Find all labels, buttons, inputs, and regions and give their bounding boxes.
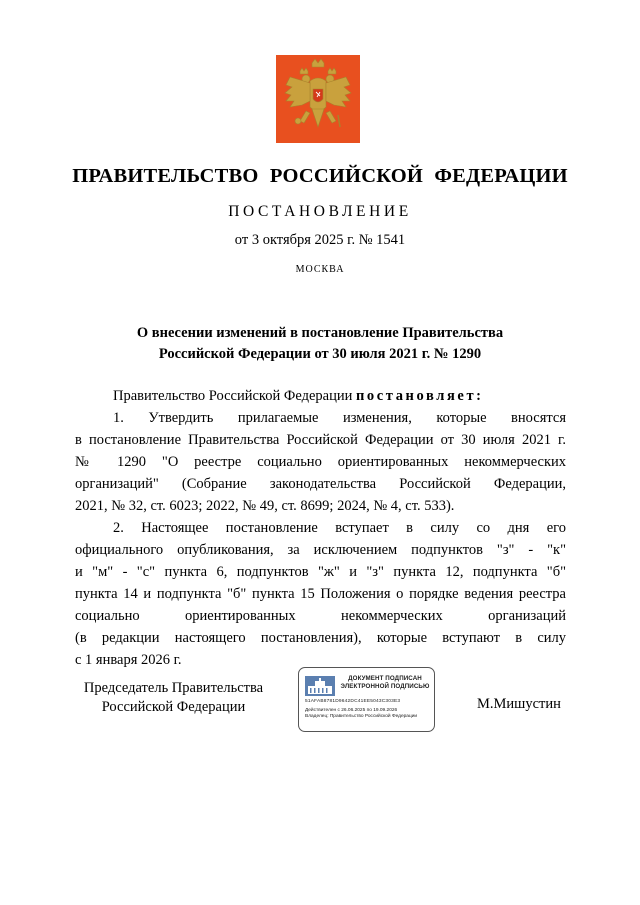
paragraph-line: социально ориентированных некоммерческих организаций [75, 608, 566, 624]
paragraph-line: организаций" (Собрание законодательства Российской Федерации, [75, 476, 566, 492]
coat-of-arms-emblem [276, 55, 360, 143]
paragraph-line: (в редакции настоящего постановления), которые вступают в силу [75, 630, 566, 646]
paragraph-line: официального опубликования, за исключением подпунктов "з" - "к" [75, 542, 566, 558]
document-type: ПОСТАНОВЛЕНИЕ [228, 203, 412, 220]
paragraph-line: в постановление Правительства Российской Федерации от 30 июля 2021 г. [75, 432, 566, 448]
paragraph-1 [75, 407, 566, 517]
paragraph-line: пункта 14 и подпункта "б" пункта 15 Положения о порядке ведения реестра [75, 586, 566, 602]
document-body [75, 385, 566, 671]
stamp-header-line: ДОКУМЕНТ ПОДПИСАН [348, 675, 422, 682]
certificate-serial: 51AFAB8781D9642DC41EE5043C303E3 [305, 699, 401, 704]
signer-position [76, 679, 271, 717]
paragraph-line: 2. Настоящее постановление вступает в силу со дня его [113, 520, 566, 536]
certificate-owner: Владелец: Правительство Российской Федерации [305, 714, 418, 719]
resolution-verb: постановляет: [355, 388, 484, 404]
subject-line: О внесении изменений в постановление Правительства [136, 325, 504, 341]
signer-name: М.Мишустин [477, 696, 561, 712]
government-title: ПРАВИТЕЛЬСТВО РОССИЙСКОЙ ФЕДЕРАЦИИ [72, 165, 568, 187]
document-city: МОСКВА [295, 264, 345, 275]
paragraph-2 [75, 517, 566, 671]
intro-paragraph [75, 385, 566, 407]
government-building-icon [305, 676, 335, 696]
stamp-header [339, 675, 431, 691]
signer-position-line: Председатель Правительства [83, 680, 264, 696]
intro-text: Правительство Российской Федерации [113, 388, 353, 404]
paragraph-line: № 1290 "О реестре социально ориентированных некоммерческих [75, 454, 566, 470]
double-headed-eagle-icon [276, 55, 360, 143]
certificate-validity: Действителен с 26.06.2025 по 19.09.2026 [305, 708, 398, 713]
stamp-header-line: ЭЛЕКТРОННОЙ ПОДПИСЬЮ [340, 683, 430, 690]
document-subject [0, 323, 640, 365]
paragraph-line: 1. Утвердить прилагаемые изменения, которые вносятся [113, 410, 566, 426]
paragraph-line: и "м" - "с" пункта 6, подпунктов "ж" и "з" пункта 12, подпункта "б" [75, 564, 566, 580]
electronic-signature-stamp [298, 667, 435, 732]
signer-position-line: Российской Федерации [101, 699, 246, 715]
paragraph-line: с 1 января 2026 г. [75, 652, 182, 668]
paragraph-line: 2021, № 32, ст. 6023; 2022, № 49, ст. 8699; 2024, № 4, ст. 533). [75, 498, 455, 514]
subject-line: Российской Федерации от 30 июля 2021 г. № 1290 [158, 346, 482, 362]
document-date-number: от 3 октября 2025 г. № 1541 [234, 232, 406, 248]
